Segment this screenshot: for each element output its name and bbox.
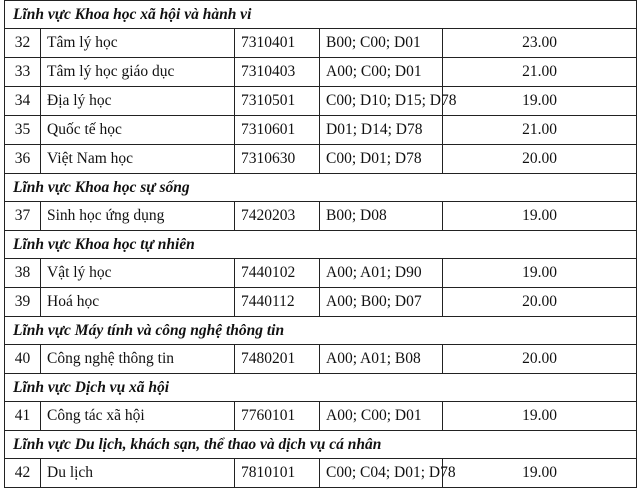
major-code-cell: 7310401 (235, 29, 320, 58)
table-row (5, 345, 637, 374)
section-header-row (5, 431, 637, 459)
subject-combination-cell: C00; D10; D15; D78 (320, 87, 443, 116)
section-title: Lĩnh vực Du lịch, khách sạn, thể thao và dịch vụ cá nhân (5, 431, 637, 459)
score-cell: 20.00 (443, 288, 637, 317)
row-number-cell: 32 (5, 29, 41, 58)
row-number-cell: 35 (5, 116, 41, 145)
major-name-cell: Sinh học ứng dụng (41, 202, 235, 231)
major-name-cell: Công tác xã hội (41, 402, 235, 431)
score-cell: 21.00 (443, 58, 637, 87)
table-row (5, 87, 637, 116)
table-row (5, 29, 637, 58)
score-cell: 21.00 (443, 116, 637, 145)
table-row (5, 202, 637, 231)
major-code-cell: 7440112 (235, 288, 320, 317)
major-name-cell: Tâm lý học (41, 29, 235, 58)
admission-score-table-container (4, 0, 636, 488)
major-code-cell: 7760101 (235, 402, 320, 431)
major-code-cell: 7480201 (235, 345, 320, 374)
subject-combination-cell: C00; D01; D78 (320, 145, 443, 174)
row-number-cell: 33 (5, 58, 41, 87)
section-title: Lĩnh vực Khoa học xã hội và hành vi (5, 1, 637, 29)
major-code-cell: 7810101 (235, 459, 320, 488)
major-code-cell: 7420203 (235, 202, 320, 231)
section-header-row (5, 374, 637, 402)
section-title: Lĩnh vực Máy tính và công nghệ thông tin (5, 317, 637, 345)
row-number-cell: 40 (5, 345, 41, 374)
table-body (5, 1, 637, 488)
table-row (5, 288, 637, 317)
subject-combination-cell: C00; C04; D01; D78 (320, 459, 443, 488)
section-title: Lĩnh vực Khoa học sự sống (5, 174, 637, 202)
table-row (5, 145, 637, 174)
section-header-row (5, 1, 637, 29)
score-cell: 19.00 (443, 87, 637, 116)
row-number-cell: 34 (5, 87, 41, 116)
major-code-cell: 7310601 (235, 116, 320, 145)
row-number-cell: 38 (5, 259, 41, 288)
major-name-cell: Hoá học (41, 288, 235, 317)
score-cell: 20.00 (443, 345, 637, 374)
major-name-cell: Quốc tế học (41, 116, 235, 145)
score-cell: 19.00 (443, 402, 637, 431)
score-cell: 19.00 (443, 259, 637, 288)
subject-combination-cell: B00; D08 (320, 202, 443, 231)
row-number-cell: 39 (5, 288, 41, 317)
table-row (5, 402, 637, 431)
score-cell: 23.00 (443, 29, 637, 58)
section-header-row (5, 317, 637, 345)
score-cell: 19.00 (443, 459, 637, 488)
score-cell: 19.00 (443, 202, 637, 231)
major-name-cell: Tâm lý học giáo dục (41, 58, 235, 87)
row-number-cell: 37 (5, 202, 41, 231)
subject-combination-cell: A00; C00; D01 (320, 402, 443, 431)
table-row (5, 58, 637, 87)
score-cell: 20.00 (443, 145, 637, 174)
major-code-cell: 7310403 (235, 58, 320, 87)
major-code-cell: 7440102 (235, 259, 320, 288)
major-code-cell: 7310630 (235, 145, 320, 174)
section-title: Lĩnh vực Dịch vụ xã hội (5, 374, 637, 402)
table-row (5, 459, 637, 488)
table-row (5, 259, 637, 288)
subject-combination-cell: A00; B00; D07 (320, 288, 443, 317)
major-name-cell: Công nghệ thông tin (41, 345, 235, 374)
row-number-cell: 36 (5, 145, 41, 174)
table-row (5, 116, 637, 145)
subject-combination-cell: A00; A01; B08 (320, 345, 443, 374)
subject-combination-cell: D01; D14; D78 (320, 116, 443, 145)
admission-score-table (4, 0, 637, 488)
major-code-cell: 7310501 (235, 87, 320, 116)
subject-combination-cell: B00; C00; D01 (320, 29, 443, 58)
subject-combination-cell: A00; A01; D90 (320, 259, 443, 288)
subject-combination-cell: A00; C00; D01 (320, 58, 443, 87)
major-name-cell: Địa lý học (41, 87, 235, 116)
major-name-cell: Du lịch (41, 459, 235, 488)
section-title: Lĩnh vực Khoa học tự nhiên (5, 231, 637, 259)
row-number-cell: 42 (5, 459, 41, 488)
section-header-row (5, 174, 637, 202)
row-number-cell: 41 (5, 402, 41, 431)
section-header-row (5, 231, 637, 259)
major-name-cell: Vật lý học (41, 259, 235, 288)
major-name-cell: Việt Nam học (41, 145, 235, 174)
